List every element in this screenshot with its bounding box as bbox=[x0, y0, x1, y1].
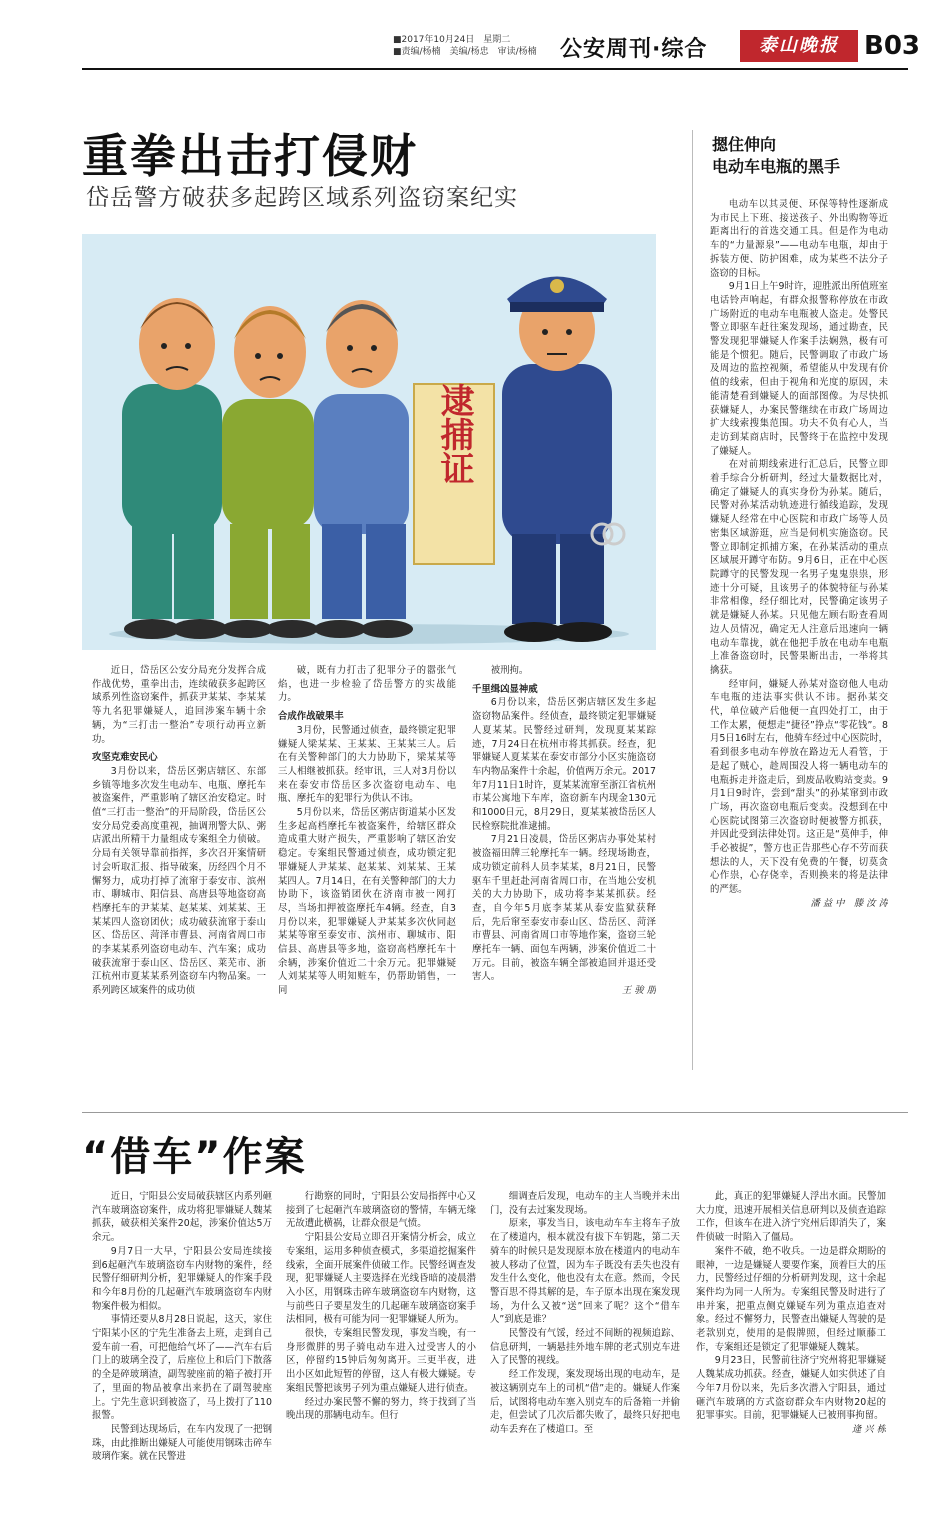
cartoon-svg bbox=[82, 234, 656, 650]
subheading: 合成作战破果丰 bbox=[278, 711, 344, 723]
sidebar-divider bbox=[692, 130, 693, 1070]
main-body-col-1 bbox=[92, 664, 266, 1064]
paragraph: 民警没有气馁，经过不间断的视频追踪、信息研判，一辆悬挂外地车牌的老式别克车进入了民警的视线。 bbox=[490, 1328, 680, 1367]
story2-col-3 bbox=[490, 1190, 680, 1530]
paragraph: 3月份以来，岱岳区粥店辖区、东部乡镇等地多次发生电动车、电瓶、摩托车被盗案件，严重影响了辖区治安稳定。时值“三打击一整治”的开局阶段，岱岳区公安分局党委高度重视，抽调刑警大队、粥店派出所精干力量组成专案组全力侦破。分局有关领导靠前指挥，多次召开案情研讨会听取汇报、指导破案，历经四个月不懈努力，成功打掉了流窜于泰安市、滨州市、聊城市、阳信县、高唐县等地盗窃高档摩托车的尹某某、赵某某、刘某某、王某某四人盗窃团伙；成功破获流窜于泰山区、岱岳区、菏泽市曹县、河南省周口市的李某某系列盗窃电动车、汽车案；成功破获流窜于泰山区、岱岳区、莱芜市、浙江杭州市夏某某系列盗窃车内物品案。一系列跨区域案件的成功侦 bbox=[92, 765, 266, 997]
paragraph: 在对前期线索进行汇总后，民警立即着手综合分析研判，经过大量数据比对，确定了嫌疑人的真实身份为孙某。随后，民警对孙某活动轨迹进行循线追踪，发现嫌疑人经常在中心医院和市政广场等人员密集区域游逛，应当是伺机实施盗窃。民警立即制定抓捕方案，在孙某活动的重点区域展开蹲守布防。9月6日，正在中心医院蹲守的民警发现一名男子鬼鬼祟祟，形迹十分可疑，且该男子的体貌特征与孙某非常相像，经仔细比对，民警确定该男子就是嫌疑人孙某。只见他左顾右盼查看周边人员情况，确定无人注意后迅速向一辆电动车靠拢，就在他把手放在电动车电瓶上准备盗窃时，民警果断出击，一举将其擒获。 bbox=[710, 459, 888, 676]
paragraph: 民警到达现场后，在车内发现了一把钢珠，由此推断出嫌疑人可能使用钢珠击碎车玻璃作案。就在民警进 bbox=[92, 1423, 272, 1463]
paragraph: 6月份以来，岱岳区粥店辖区发生多起盗窃物品案件。经侦查，最终锁定犯罪嫌疑人夏某某。民警经过研判，发现夏某某踪迹，7月24日在杭州市将其抓获。经查，犯罪嫌疑人夏某某在泰安市部分小区实施盗窃车内物品案件十余起，价值两万余元。2017年7月11日1时许，夏某某流窜至浙江省杭州市某公寓地下车库，盗窃新车内现金130元和1000日元，8月29日，夏某某被岱岳区人民检察院批准逮捕。 bbox=[472, 697, 656, 832]
sidebar-body bbox=[710, 198, 888, 1068]
page-number: B03 bbox=[864, 31, 920, 61]
main-body-col-3 bbox=[472, 664, 656, 1064]
paragraph: 原来，事发当日，该电动车车主将车子放在了楼道内，根本就没有拔下车钥匙，第二天骑车的时候只是发现原本放在楼道内的电动车被人移动了位置，因为车子既没有丢失也没有发生什么变化，他也没有太在意。然而，令民警百思不得其解的是，车子原本出现在案发现场，为什么又被“送”回来了呢？这个“借车人”到底是谁？ bbox=[490, 1218, 680, 1326]
paragraph: 此，真正的犯罪嫌疑人浮出水面。民警加大力度，迅速开展相关信息研判以及侦查追踪工作，但该车在进入济宁究州后即消失了，案件侦破一时陷入了僵局。 bbox=[696, 1191, 886, 1244]
paragraph: 9月1日上午9时许，迎胜派出所值班室电话铃声响起，有群众报警称停放在市政广场附近的电动车电瓶被人盗走。处警民警立即驱车赶往案发现场，通过勘查，民警发现犯罪嫌疑人作案手法娴熟，极有可能是个惯犯。随后，民警调取了市政广场及周边的监控视频，希望能从中发现有价值的线索，但由于视角和光度的原因，未能清楚看到嫌疑人的面部图像。为尽快抓获嫌疑人，办案民警继续在市政广场周边扩大线索搜集范围。功夫不负有心人，当走访到某商店时，民警终于在监控中发现了嫌疑人。 bbox=[710, 281, 888, 457]
header-meta bbox=[393, 34, 553, 58]
suspect-green-figure bbox=[122, 298, 228, 639]
editors-line: ■责编/杨楠 美编/杨忠 审读/杨楠 bbox=[393, 47, 537, 57]
warrant-text: 逮捕证 bbox=[434, 383, 474, 485]
story2-col-4 bbox=[696, 1190, 886, 1530]
header-rule bbox=[82, 68, 908, 70]
story-separator bbox=[82, 1112, 908, 1113]
byline: 王 骏 朋 bbox=[621, 985, 656, 997]
paragraph: 案件不破，绝不收兵。一边是群众期盼的眼神，一边是嫌疑人要要作案，顶着巨大的压力，民警经过仔细的分析研判发现，这十余起案件均为同一人所为。专案组民警及时进行了串并案，把重点侧克嫌疑车列为重点追查对象。经过不懈努力，民警查出嫌疑人驾驶的是老款别克，使用的是假牌照，但经过顺藤工作，专案组还是锁定了犯罪嫌疑人魏某。 bbox=[696, 1245, 886, 1353]
paragraph: 破，既有力打击了犯罪分子的嚣张气焰，也进一步检验了岱岳警方的实战能力。 bbox=[278, 665, 456, 704]
main-subheadline: 岱岳警方破获多起跨区域系列盗窃案纪实 bbox=[86, 185, 518, 211]
paragraph: 事情还要从8月28日说起，这天，家住宁阳某小区的宁先生准备去上班，走到自己爱车前一看，可把他给气坏了——汽车右后门上的玻璃全没了，后座位上和后门下散落的全是碎玻璃渣，副驾驶座前的箱子被打开了，里面的物品被拿出来扔在了副驾驶座上。宁先生意识到被盗了，马上拨打了110报警。 bbox=[92, 1314, 272, 1422]
subheading: 千里缉凶显神威 bbox=[472, 683, 538, 695]
sidebar-title bbox=[712, 134, 912, 178]
paragraph: 行勘察的同时，宁阳县公安局指挥中心又接到了七起砸汽车玻璃盗窃的警情，车辆无缘无故遭此横祸，让群众很是气愤。 bbox=[286, 1191, 476, 1230]
paragraph: 被刑拘。 bbox=[490, 665, 529, 676]
paragraph: 宁阳县公安局立即召开案情分析会，成立专案组，运用多种侦查模式，多渠道挖掘案件线索，全面开展案件侦破工作。民警经调查发现，犯罪嫌疑人主要选择在光线昏暗的凌晨潜入小区，用钢珠击碎车玻璃盗窃车内财物，这与前些日子要星发生的几起砸车玻璃盗窃案手法相同，极有可能为同一犯罪嫌疑人所为。 bbox=[286, 1232, 476, 1326]
section-title: 公安周刊·综合 bbox=[560, 37, 708, 62]
paragraph: 电动车以其灵便、环保等特性逐渐成为市民上下班、接送孩子、外出购物等近距离出行的首选交通工具。但是作为电动车的“力量源泉”——电动车电瓶，却由于拆装方便、防护困难，成为某些不法分子盗窃的目标。 bbox=[710, 199, 888, 279]
suspect-olive-figure bbox=[221, 306, 318, 638]
paragraph: 近日，宁阳县公安局破获辖区内系列砸汽车玻璃盗窃案件，成功将犯罪嫌疑人魏某抓获，破获相关案件20起，涉案价值达5万余元。 bbox=[92, 1191, 272, 1244]
paragraph: 经审问，嫌疑人孙某对盗窃他人电动车电瓶的违法事实供认不讳。据孙某交代，单位破产后他便一直四处打工，由于工作太累，便想走“捷径”挣点“零花钱”。8月5日16时左右，他骑车经过中心医院时，看到很多电动车停放在路边无人看管，于是起了贼心，趁周围没人将一辆电动车的电瓶拆走并盗走后，到废品收购站变卖。9月1日9时许，尝到“甜头”的孙某窜到市政广场，再次盗窃电瓶后变卖。没想到在中心医院试图第三次盗窃时便被警方抓获，并因此受到法律处罚。这正是“莫伸手，伸手必被捉”，警方也正告那些心存不劳而获想法的人，天下没有免费的午餐，切莫贪心作祟，心存侥幸，否则换来的将是法律的严惩。 bbox=[710, 678, 888, 896]
issue-date: ■2017年10月24日 星期二 bbox=[393, 35, 511, 45]
sidebar-title-line1: 摁住伸向 bbox=[712, 135, 777, 154]
subheading: 攻坚克难安民心 bbox=[92, 752, 158, 764]
paragraph: 3月份，民警通过侦查，最终锁定犯罪嫌疑人梁某某、王某某、王某某三人。后在有关警种部门的大力协助下，梁某某等三人相继被抓获。经审讯，三人对3月份以来在泰安市岱岳区多次盗窃电动车、电瓶、摩托车的犯罪行为供认不讳。 bbox=[278, 724, 456, 805]
story2-col-1 bbox=[92, 1190, 272, 1530]
paragraph: 经工作发现，案发现场出现的电动车，是被这辆别克车上的司机“借”走的。嫌疑人作案后，试图将电动车塞入别克车的后备箱一并偷走，但尝试了几次后都失败了，最终只好把电动车丢弃在了楼道口。至 bbox=[490, 1369, 680, 1435]
arrest-warrant-paper bbox=[414, 383, 494, 564]
paragraph: 9月7日一大早，宁阳县公安局连续接到6起砸汽车玻璃盗窃车内财物的案件，经民警仔细研判分析，犯罪嫌疑人的作案手段和今年8月份的几起砸汽车玻璃盗窃车内财物案件极为相似。 bbox=[92, 1245, 272, 1312]
sidebar-title-line2: 电动车电瓶的黑手 bbox=[712, 157, 841, 176]
paragraph: 细调查后发现，电动车的主人当晚并未出门，没有去过案发现场。 bbox=[490, 1191, 680, 1216]
newspaper-logo: 泰山晚报 bbox=[740, 30, 858, 62]
byline: 潘 益 中 滕 汝 涛 bbox=[810, 897, 888, 909]
main-headline: 重拳出击打侵财 bbox=[82, 129, 418, 183]
byline: 逄 兴 栋 bbox=[851, 1423, 886, 1435]
paragraph: 9月23日，民警前往济宁究州将犯罪嫌疑人魏某成功抓获。经查，嫌疑人如实供述了自今年7月份以来，先后多次潜入宁阳县，通过砸汽车玻璃的方式盗窃群众车内财物20起的犯罪事实。目前，犯罪嫌疑人已被刑事拘留。 bbox=[696, 1355, 886, 1422]
paragraph: 经过办案民警不懈的努力，终于找到了当晚出现的那辆电动车。但行 bbox=[286, 1396, 476, 1422]
paragraph: 5月份以来，岱岳区粥店街道某小区发生多起高档摩托车被盗案件，给辖区群众造成重大财产损失，严重影响了辖区治安稳定。专案组民警通过侦查，成功锁定犯罪嫌疑人尹某某、赵某某、刘某某、王某某四人。7月14日，在有关警种部门的大力协助下，该盗销团伙在济南市被一网打尽，当场扣押被盗摩托车4辆。经查，自3月份以来，犯罪嫌疑人尹某某多次伙同赵某某等窜至泰安市、滨州市、聊城市、阳信县、高唐县等多地，盗窃高档摩托车十余辆，涉案价值近二十余万元。犯罪嫌疑人刘某某等人明知赃车，仍帮助销售，一同 bbox=[278, 807, 456, 997]
paragraph: 近日，岱岳区公安分局充分发挥合成作战优势，重拳出击，连续破获多起跨区域系列性盗窃案件，抓获尹某某、李某某等九名犯罪嫌疑人，追回涉案车辆十余辆，为“三打击一整治”专项行动再立新功。 bbox=[92, 665, 266, 745]
paragraph: 很快，专案组民警发现，事发当晚，有一身形微胖的男子骑电动车进入过受害人的小区，停留约15钟后匆匆离开。三更半夜，进出小区如此短暂的停留，这人有极大嫌疑。专案组民警把该男子列为重点嫌疑人进行侦查。 bbox=[286, 1328, 476, 1394]
police-officer-figure bbox=[502, 277, 624, 643]
suspect-blue-figure bbox=[314, 300, 413, 638]
main-body-col-2 bbox=[278, 664, 456, 1064]
story2-headline: “借车”作案 bbox=[82, 1134, 307, 1180]
cartoon-illustration bbox=[82, 234, 656, 650]
story2-col-2 bbox=[286, 1190, 476, 1530]
paragraph: 7月21日凌晨，岱岳区粥店办事处某村被盗福田牌三轮摩托车一辆。经现场勘查，成功锁定前科人员李某某，8月21日，民警驱车千里赶赴河南省周口市，在当地公安机关的大力协助下，成功将李某某抓获。经查，自今年5月底李某某从泰安监狱获释后，先后窜至泰安市泰山区、岱岳区、菏泽市曹县、河南省周口市等地作案，盗窃三轮摩托车一辆、面包车两辆，涉案价值近二十万元。目前，被盗车辆全部被追回并退还受害人。 bbox=[472, 834, 656, 983]
